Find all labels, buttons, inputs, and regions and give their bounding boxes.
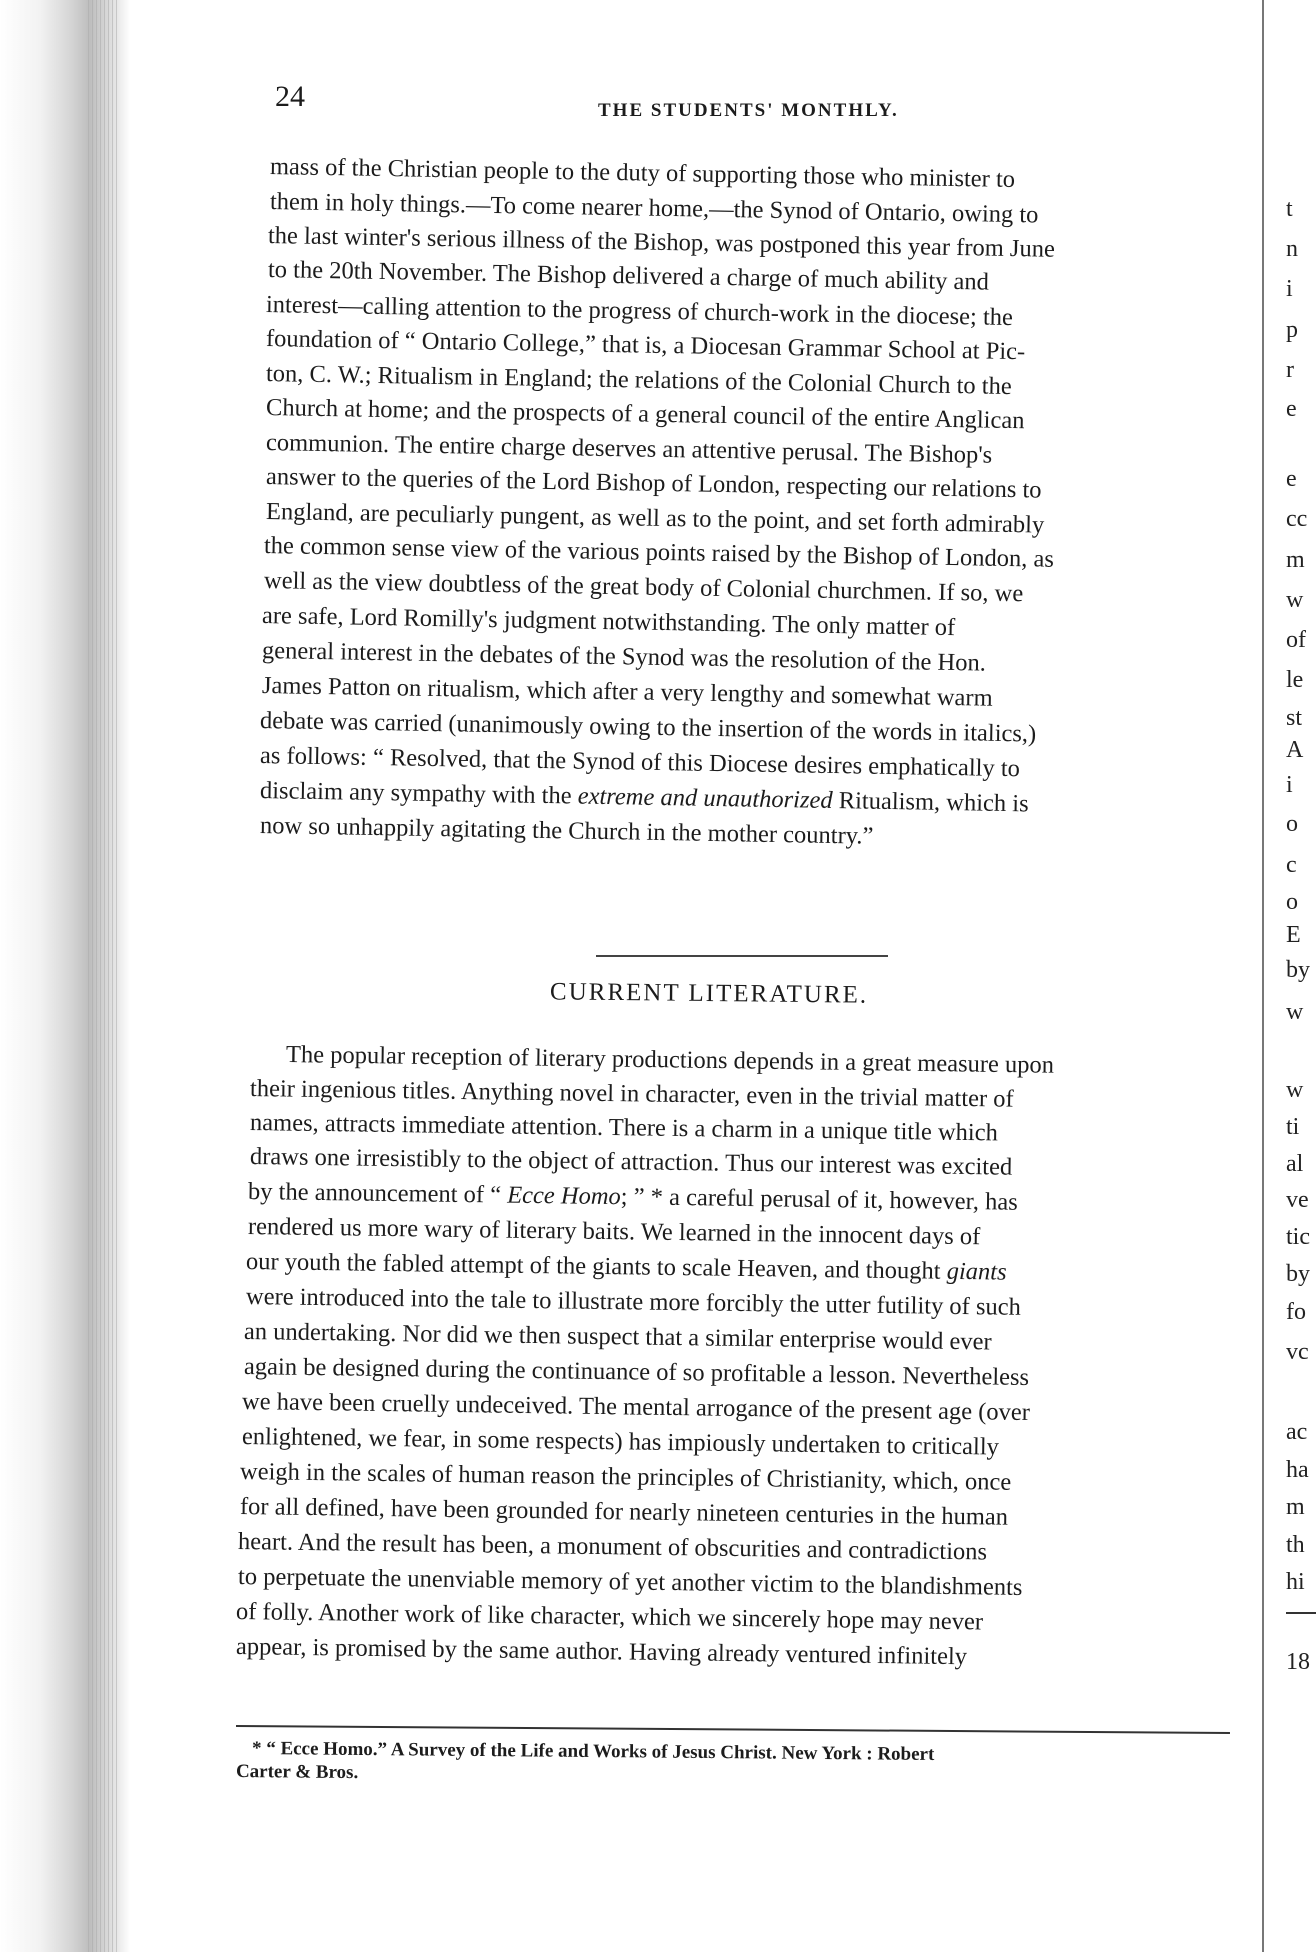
text-line: England, are peculiarly pungent, as well as to the point, and set forth admirably <box>265 498 1045 539</box>
adjacent-fragment: n <box>1286 236 1298 262</box>
adjacent-fragment: A <box>1286 737 1304 763</box>
section-divider <box>596 955 888 957</box>
text-line: Church at home; and the prospects of a general council of the entire Anglican <box>265 394 1025 435</box>
text-segment: by the announcement of “ <box>247 1178 508 1209</box>
adjacent-fragment: o <box>1286 811 1298 837</box>
adjacent-fragment: e <box>1286 396 1297 422</box>
adjacent-fragment: m <box>1286 547 1305 573</box>
text-segment: Ritualism, which is <box>832 786 1029 818</box>
text-line: ton, C. W.; Ritualism in England; the relations of the Colonial Church to the <box>265 360 1012 401</box>
adjacent-fragment: tic <box>1286 1224 1310 1250</box>
text-line: heart. And the result has been, a monument of obscurities and contradictions <box>237 1528 988 1566</box>
text-line: of folly. Another work of like character, which we sincerely hope may never <box>235 1598 984 1636</box>
page-edges <box>88 0 118 1952</box>
adjacent-fragment: o <box>1286 889 1298 915</box>
adjacent-fragment: i <box>1286 772 1293 798</box>
adjacent-page <box>1262 0 1310 1952</box>
adjacent-fragment: e <box>1286 466 1297 492</box>
text-line: interest—calling attention to the progress of church-work in the diocese; the <box>265 291 1014 332</box>
footnote-line: * “ Ecce Homo.” A Survey of the Life and Works of Jesus Christ. New York : Robert <box>251 1738 935 1765</box>
text-line: now so unhappily agitating the Church in the mother country.” <box>259 812 874 850</box>
adjacent-fragment: vc <box>1286 1339 1309 1365</box>
adjacent-fragment: fo <box>1286 1299 1306 1325</box>
adjacent-fragment: i <box>1286 276 1293 302</box>
text-line: the common sense view of the various points raised by the Bishop of London, as <box>263 532 1055 573</box>
text-line: the last winter's serious illness of the Bishop, was postponed this year from June <box>267 222 1056 263</box>
adjacent-fragment: w <box>1286 1077 1304 1103</box>
text-line <box>246 1247 1007 1288</box>
adjacent-fragment: by <box>1286 957 1310 983</box>
italic-text: extreme and unauthorized <box>577 782 833 814</box>
text-line: draws one irresistibly to the object of attraction. Thus our interest was excited <box>249 1143 1013 1181</box>
text-line: are safe, Lord Romilly's judgment notwithstanding. The only matter of <box>261 602 956 642</box>
adjacent-rule <box>1286 1612 1316 1614</box>
adjacent-fragment: ve <box>1286 1187 1309 1213</box>
footnote-rule <box>236 1725 1230 1734</box>
text-line: James Patton on ritualism, which after a very lengthy and somewhat warm <box>261 672 993 712</box>
text-line: their ingenious titles. Anything novel in character, even in the trivial matter of <box>249 1075 1014 1113</box>
footnote-line: Carter & Bros. <box>235 1761 359 1784</box>
text-segment: disclaim any sympathy with the <box>259 777 578 810</box>
text-line: we have been cruelly undeceived. The mental arrogance of the present age (over <box>241 1388 1031 1426</box>
text-line: names, attracts immediate attention. There is a charm in a unique title which <box>249 1109 999 1147</box>
running-head: THE STUDENTS' MONTHLY. <box>598 100 899 121</box>
adjacent-fragment: r <box>1286 357 1294 383</box>
text-line: for all defined, have been grounded for nearly nineteen centuries in the human <box>239 1493 1009 1531</box>
adjacent-fragment: th <box>1286 1532 1305 1558</box>
text-line: were introduced into the tale to illustrate more forcibly the utter futility of such <box>245 1283 1022 1321</box>
text-line: rendered us more wary of literary baits. We learned in the innocent days of <box>247 1213 981 1251</box>
text-line: appear, is promised by the same author. Having already ventured infinitely <box>235 1633 968 1671</box>
text-line: again be designed during the continuance of so profitable a lesson. Nevertheless <box>243 1353 1030 1391</box>
text-line: well as the view doubtless of the great body of Colonial churchmen. If so, we <box>263 567 1024 608</box>
italic-text: giants <box>946 1257 1007 1286</box>
text-line: communion. The entire charge deserves an attentive perusal. The Bishop's <box>265 429 993 469</box>
text-line: to perpetuate the unenviable memory of yet another victim to the blandishments <box>237 1563 1023 1601</box>
adjacent-fragment: ac <box>1286 1419 1308 1445</box>
adjacent-fragment: t <box>1286 196 1293 222</box>
adjacent-fragment: by <box>1286 1261 1310 1287</box>
text-line: enlightened, we fear, in some respects) has impiously undertaken to critically <box>241 1423 1000 1461</box>
text-line: them in holy things.—To come nearer home,—the Synod of Ontario, owing to <box>269 188 1039 229</box>
adjacent-fragment: E <box>1286 922 1301 948</box>
text-line: foundation of “ Ontario College,” that is, a Diocesan Grammar School at Pic- <box>265 325 1026 366</box>
text-line: an undertaking. Nor did we then suspect that a similar enterprise would ever <box>243 1318 992 1356</box>
adjacent-fragment: le <box>1286 667 1304 693</box>
text-line: The popular reception of literary productions depends in a great measure upon <box>285 1041 1055 1079</box>
adjacent-fragment: w <box>1286 587 1304 613</box>
section-title: CURRENT LITERATURE. <box>549 978 869 1009</box>
adjacent-fragment: m <box>1286 1494 1305 1520</box>
adjacent-fragment: 18 <box>1286 1649 1310 1675</box>
adjacent-fragment: hi <box>1286 1569 1305 1595</box>
text-line: as follows: “ Resolved, that the Synod of this Diocese desires emphatically to <box>259 742 1021 783</box>
text-line: answer to the queries of the Lord Bishop of London, respecting our relations to <box>265 463 1042 504</box>
adjacent-fragment: ti <box>1286 1114 1300 1140</box>
adjacent-fragment: ha <box>1286 1457 1309 1483</box>
text-line: debate was carried (unanimously owing to the insertion of the words in italics,) <box>259 707 1037 748</box>
adjacent-fragment: of <box>1286 627 1306 653</box>
text-line: general interest in the debates of the Synod was the resolution of the Hon. <box>261 637 987 677</box>
text-segment: our youth the fabled attempt of the giants to scale Heaven, and thought <box>245 1248 947 1285</box>
adjacent-fragment: st <box>1286 705 1303 731</box>
text-line: to the 20th November. The Bishop delivered a charge of much ability and <box>267 256 990 296</box>
text-line <box>248 1177 1018 1218</box>
adjacent-fragment: p <box>1286 317 1298 343</box>
text-line: mass of the Christian people to the duty of supporting those who minister to <box>269 153 1016 194</box>
text-line: weigh in the scales of human reason the principles of Christianity, which, once <box>239 1458 1012 1496</box>
adjacent-fragment: c <box>1286 852 1297 878</box>
adjacent-fragment: w <box>1286 999 1304 1025</box>
adjacent-fragment: cc <box>1286 506 1308 532</box>
page-number: 24 <box>275 80 305 113</box>
adjacent-fragment: al <box>1286 1151 1304 1177</box>
italic-text: Ecce Homo <box>506 1181 621 1211</box>
text-segment: ; ” * a careful perusal of it, however, has <box>620 1183 1018 1216</box>
